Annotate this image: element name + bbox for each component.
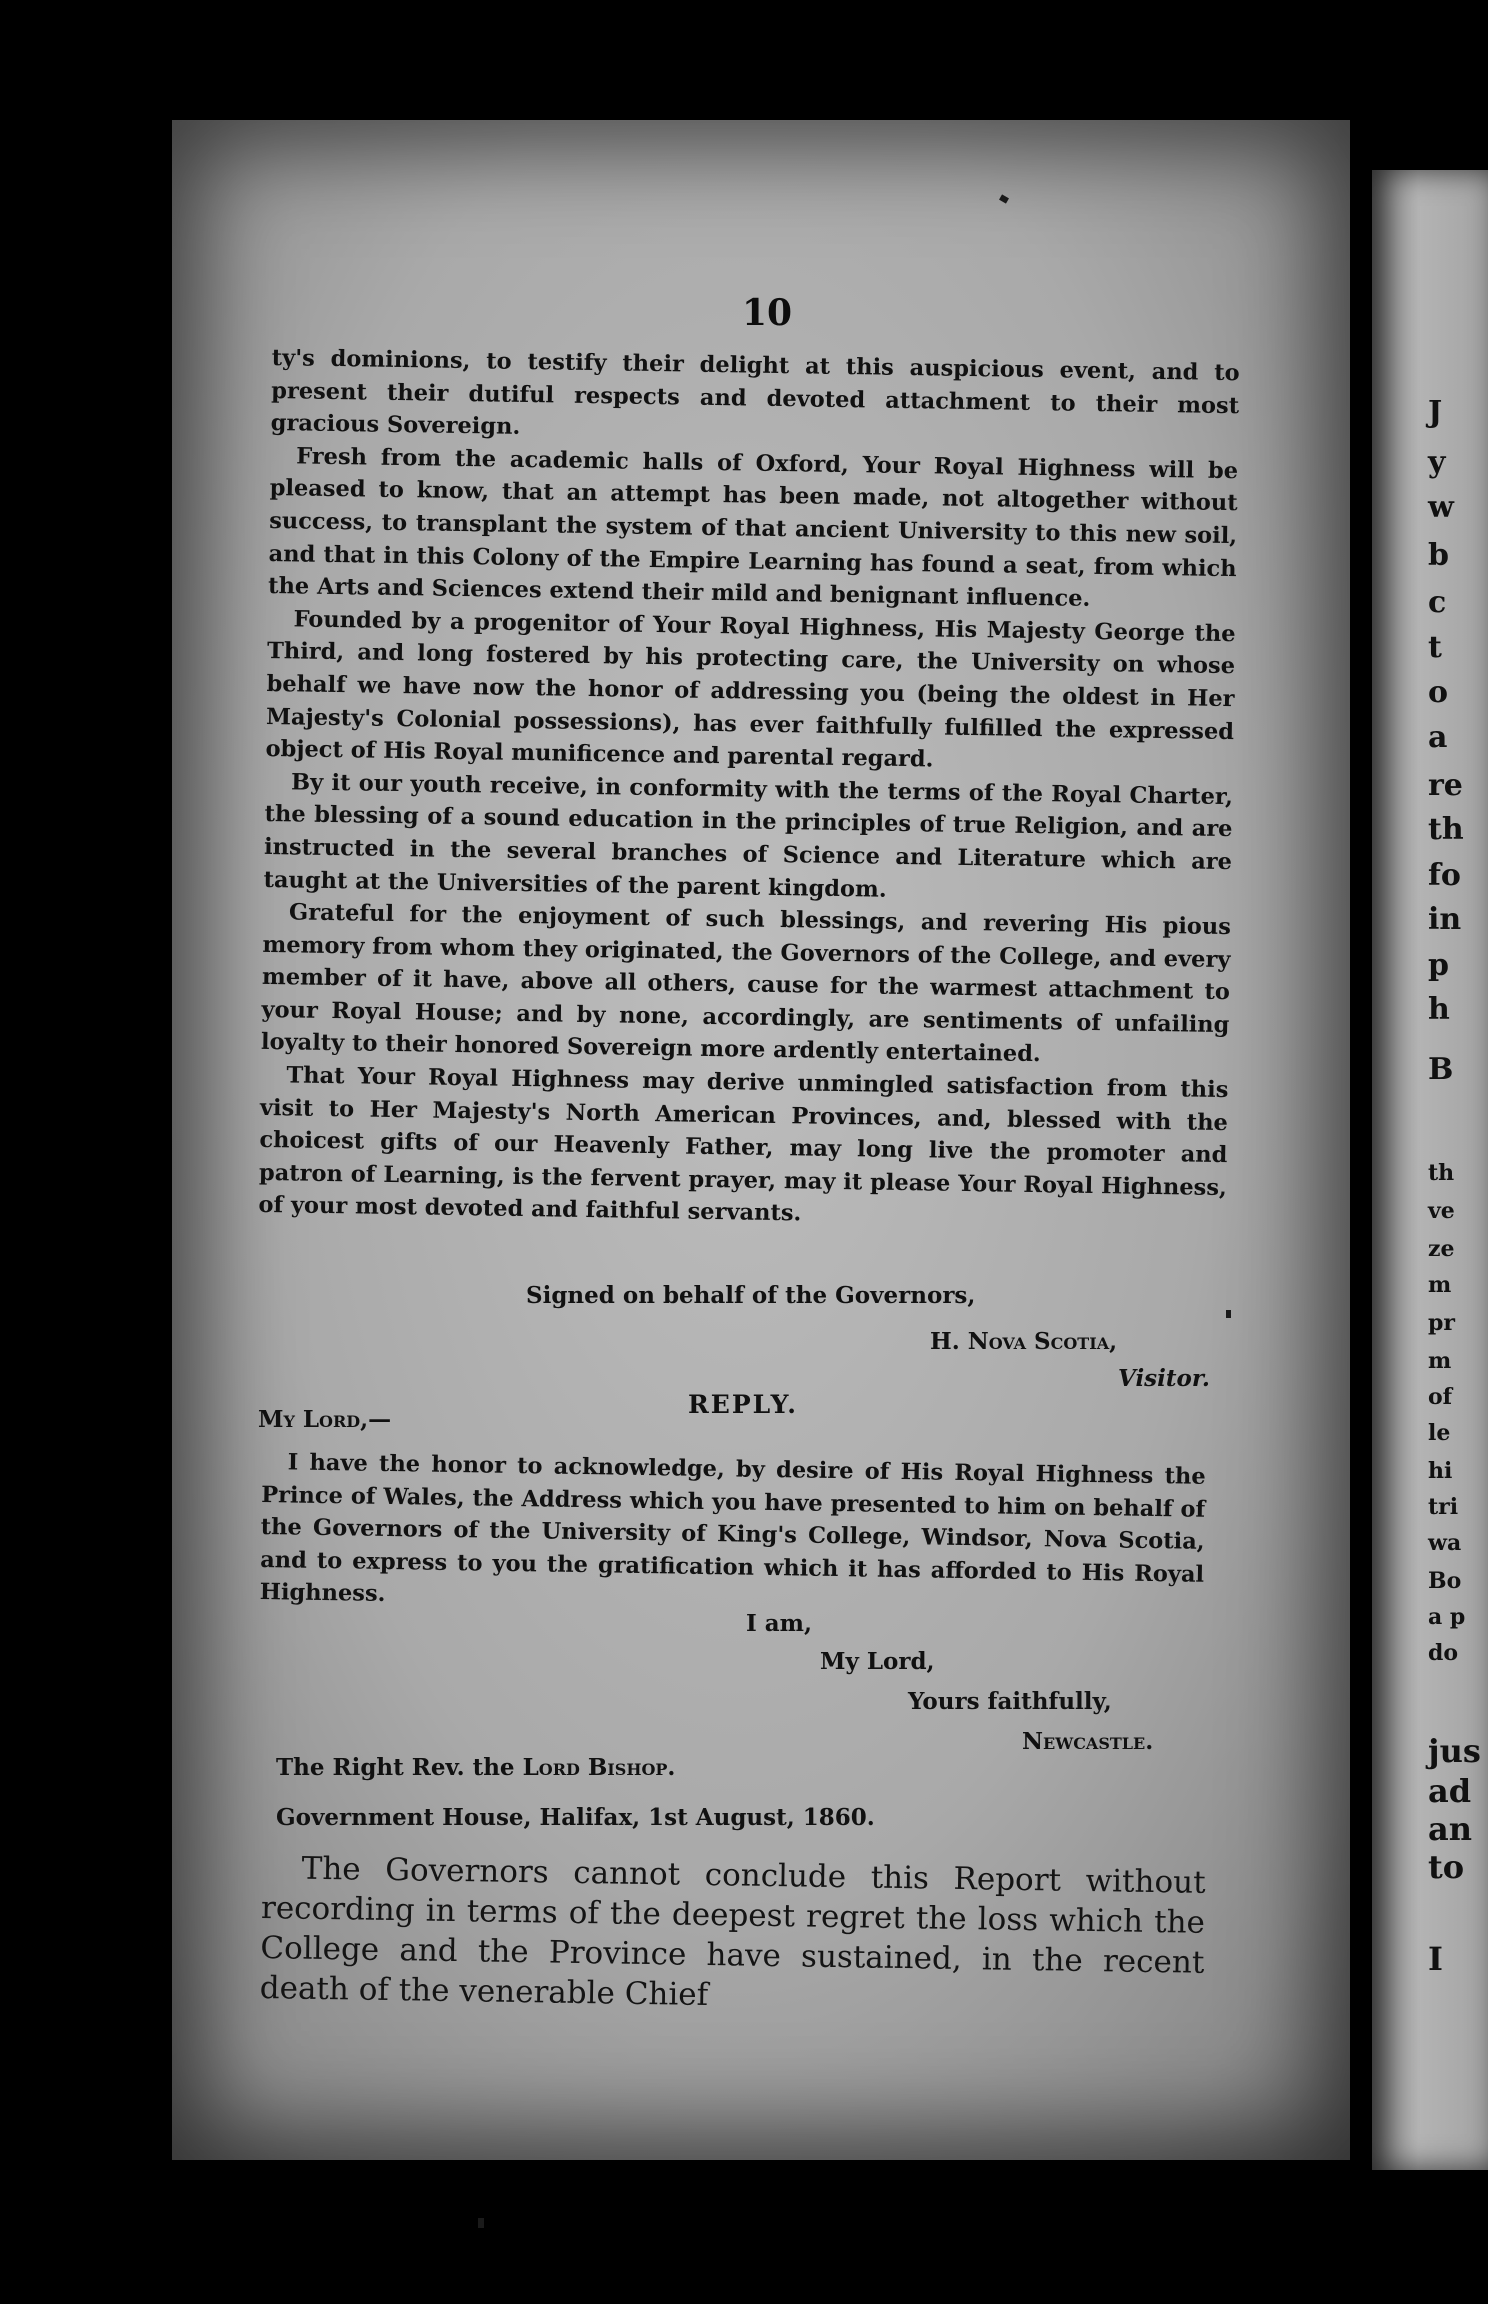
adjacent-page-fragment: pr [1428, 1310, 1455, 1336]
adjacent-page-fragment: t [1428, 630, 1442, 665]
page-number: 10 [742, 292, 793, 334]
addressee: The Right Rev. the Lord Bishop. [276, 1754, 676, 1781]
report-conclusion [259, 1848, 1205, 2023]
adjacent-page-fragment: o [1428, 675, 1449, 710]
closing-my-lord: My Lord, [820, 1648, 935, 1675]
closing-signature: Newcastle. [1022, 1728, 1154, 1755]
reply-heading: REPLY. [688, 1390, 798, 1419]
adjacent-page-fragment: y [1428, 445, 1446, 480]
scan-speck [1226, 1310, 1231, 1318]
adjacent-page-fragment: J [1428, 395, 1443, 430]
adjacent-page-fragment: a [1428, 720, 1448, 755]
adjacent-page-fragment: jus [1428, 1732, 1481, 1770]
signatory-name: H. Nova Scotia, [930, 1328, 1118, 1355]
place-date: Government House, Halifax, 1st August, 1860. [276, 1804, 875, 1831]
closing-i-am: I am, [746, 1610, 813, 1637]
signed-line: Signed on behalf of the Governors, [526, 1282, 976, 1309]
adjacent-page-fragment: hi [1428, 1458, 1453, 1484]
adjacent-page-fragment: ve [1428, 1198, 1455, 1224]
adjacent-page-fragment: fo [1428, 858, 1461, 893]
scan-speck [478, 2218, 484, 2228]
address-paragraph: By it our youth receive, in conformity with the terms of the Royal Charter, the blessing of a sound education in the principles of true Religion, and are instructed in the several branches of Science and Literature which are taught at the Universities of the parent kingdom. [263, 769, 1234, 903]
adjacent-page-fragment: w [1428, 490, 1454, 525]
adjacent-page-fragment: ze [1428, 1236, 1455, 1262]
adjacent-page-fragment: do [1428, 1640, 1459, 1666]
adjacent-page-fragment: th [1428, 1160, 1455, 1186]
adjacent-page-fragment: an [1428, 1810, 1472, 1848]
address-text [258, 342, 1240, 1237]
reply-text [259, 1446, 1205, 1624]
adjacent-page-fragment: ad [1428, 1772, 1472, 1810]
adjacent-page-fragment: th [1428, 812, 1464, 847]
closing-yours: Yours faithfully, [908, 1688, 1112, 1715]
adjacent-page-fragment: m [1428, 1272, 1452, 1298]
address-paragraph: ty's dominions, to testify their delight at this auspicious event, and to present their dutiful respects and devoted attachment to their most gracious Sovereign. [270, 344, 1240, 441]
adjacent-page-fragment: B [1428, 1052, 1454, 1087]
adjacent-page-fragment: wa [1428, 1530, 1462, 1556]
reply-paragraph: I have the honor to acknowledge, by desire of His Royal Highness the Prince of Wales, the Address which you have presented to him on behalf of the Governors of the University of King's College, Windsor, Nova Scotia, and to express to you the gratification which it has afforded to His Royal Highness. [259, 1449, 1206, 1608]
address-paragraph: Founded by a progenitor of Your Royal Highness, His Majesty George the Third, and long fostered by his protecting care, the University on whose behalf we have now the honor of addressing you (being the oldest in Her Majesty's Colonial possessions), has ever faithfully fulfilled the expressed object of His Royal munificence and parental regard. [265, 606, 1236, 773]
adjacent-page-fragment: I [1428, 1940, 1443, 1978]
adjacent-page-fragment: re [1428, 768, 1463, 803]
adjacent-page-fragment: c [1428, 585, 1447, 620]
adjacent-page-fragment: tri [1428, 1494, 1459, 1520]
address-paragraph: Grateful for the enjoyment of such blessings, and revering His pious memory from whom they originated, the Governors of the College, and every member of it have, above all others, cause for the warmest attachment to your Royal House; and by none, accordingly, are sentiments of unfailing loyalty to their honored Sovereign more ardently entertained. [260, 899, 1232, 1068]
adjacent-page-fragment: b [1428, 538, 1449, 573]
address-paragraph: Fresh from the academic halls of Oxford, Your Royal Highness will be pleased to know, that an attempt has been made, not altogether without success, to transplant the system of that ancient University to this new soil, and that in this Colony of the Empire Learning has found a seat, from which the Arts and Sciences extend their mild and benignant influence. [267, 443, 1239, 613]
address-paragraph: That Your Royal Highness may derive unmingled satisfaction from this visit to Her Majesty's North American Provinces, and, blessed with the choicest gifts of our Heavenly Father, may long live the promoter and patron of Learning, is the fervent prayer, may it please Your Royal Highness, of your most devoted and faithful servants. [258, 1062, 1229, 1227]
adjacent-page-fragment: le [1428, 1420, 1451, 1446]
adjacent-page-fragment: of [1428, 1384, 1453, 1410]
adjacent-page-fragment: Bo [1428, 1568, 1462, 1594]
signatory-title: Visitor. [1118, 1365, 1210, 1392]
salutation: My Lord,— [258, 1406, 392, 1433]
adjacent-page-fragment: a p [1428, 1604, 1466, 1630]
adjacent-page-fragment: m [1428, 1348, 1452, 1374]
adjacent-page-fragment: to [1428, 1848, 1465, 1886]
adjacent-page-fragment: h [1428, 992, 1450, 1027]
report-paragraph: The Governors cannot conclude this Report without recording in terms of the deepest regret the loss which the College and the Province have sustained, in the recent death of the venerable Chief [259, 1850, 1206, 2014]
adjacent-page-fragment: p [1428, 948, 1449, 983]
adjacent-page-fragment: in [1428, 902, 1462, 937]
